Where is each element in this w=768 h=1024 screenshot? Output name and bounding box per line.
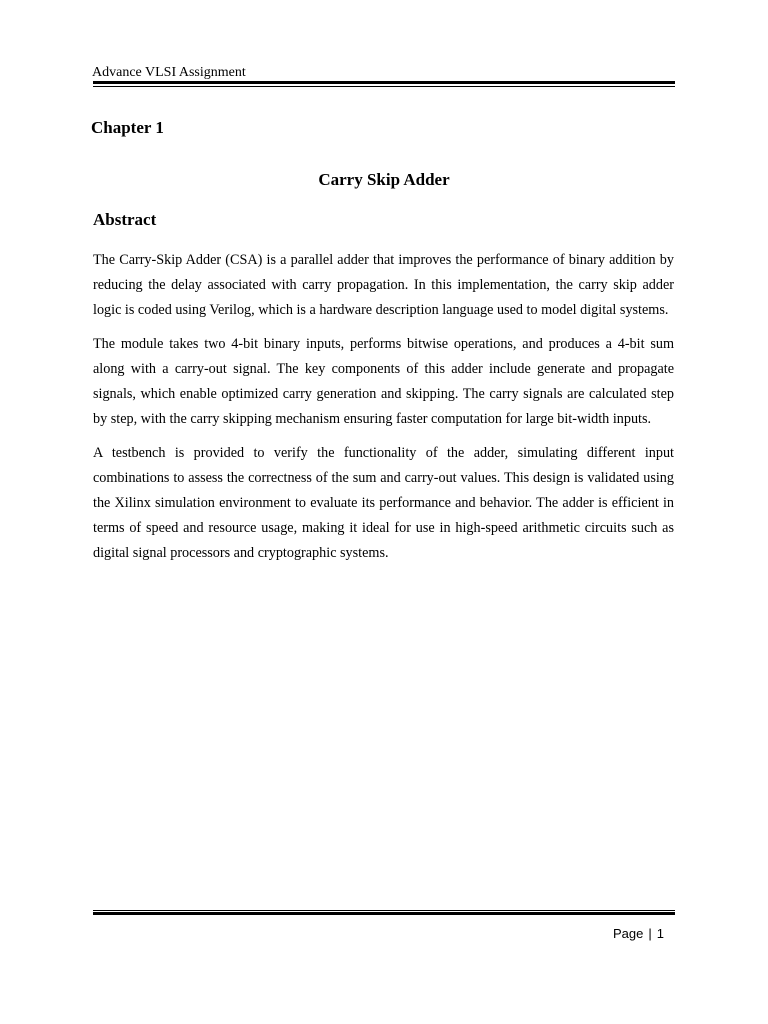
footer-rule-thick	[93, 912, 675, 915]
footer-rule-thin	[93, 910, 675, 911]
header-rule-thick	[93, 81, 675, 84]
document-title: Carry Skip Adder	[318, 170, 450, 189]
abstract-body	[93, 248, 674, 575]
chapter-heading: Chapter 1	[91, 118, 164, 137]
abstract-paragraph-1: The Carry-Skip Adder (CSA) is a parallel adder that improves the performance of binary addition by reducing the delay associated with carry propagation. In this implementation, the carry skip adder logic is coded using Verilog, which is a hardware description language used to model digital systems.	[93, 252, 674, 318]
abstract-paragraph-2: The module takes two 4-bit binary inputs, performs bitwise operations, and produces a 4-bit sum along with a carry-out signal. The key components of this adder include generate and propagate signals, which enable optimized carry generation and skipping. The carry signals are calculated step by step, with the carry skipping mechanism ensuring faster computation for large bit-width inputs.	[93, 336, 674, 427]
page-separator: |	[648, 926, 652, 941]
abstract-heading: Abstract	[93, 210, 157, 229]
abstract-paragraph-3: A testbench is provided to verify the functionality of the adder, simulating different input combinations to assess the correctness of the sum and carry-out values. This design is validated using the Xilinx simulation environment to evaluate its performance and behavior. The adder is efficient in terms of speed and resource usage, making it ideal for use in high-speed arithmetic circuits such as digital signal processors and cryptographic systems.	[93, 445, 674, 561]
page-header: Advance VLSI Assignment	[92, 65, 246, 80]
header-rule-thin	[93, 86, 675, 87]
page-number: 1	[656, 926, 664, 941]
page-label: Page	[613, 926, 644, 941]
page-footer	[613, 925, 664, 943]
